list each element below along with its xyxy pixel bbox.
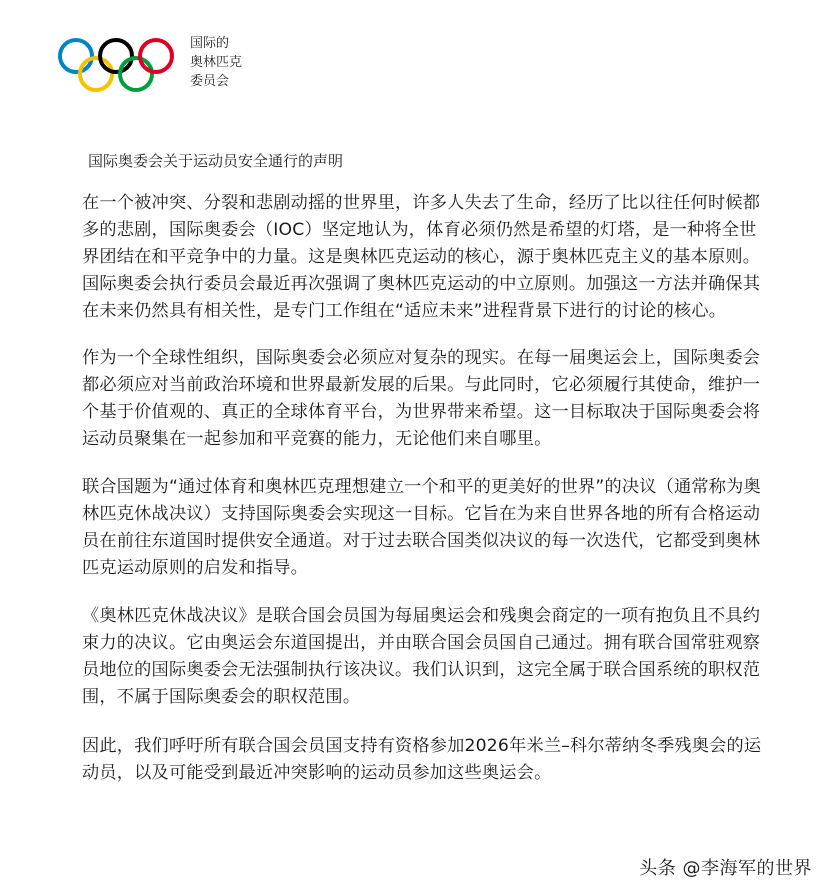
org-name-line-3: 委员会 (190, 74, 230, 89)
statement-body (82, 190, 772, 805)
black-ring (100, 40, 132, 72)
organization-name (190, 34, 242, 91)
paragraph-1: 在一个被冲突、分裂和悲剧动摇的世界里，许多人失去了生命，经历了比以往任何时候都多的悲剧，国际奥委会（IOC）坚定地认为，体育必须仍然是希望的灯塔，是一种将全世界团结在和平竞争中的力量。这是奥林匹克运动的核心，源于奥林匹克主义的基本原则。国际奥委会执行委员会最近再次强调了奥林匹克运动的中立原则。加强这一方法并确保其在未来仍然具有相关性，是专门工作组在“适应未来”进程背景下进行的讨论的核心。 (82, 193, 761, 321)
blue-ring (60, 40, 92, 72)
paragraph-2: 作为一个全球性组织，国际奥委会必须应对复杂的现实。在每一届奥运会上，国际奥委会都必须应对当前政治环境和世界最新发展的后果。与此同时，它必须履行其使命，维护一个基于价值观的、真正的全球体育平台，为世界带来希望。这一目标取决于国际奥委会将运动员聚集在一起参加和平竞赛的能力，无论他们来自哪里。 (82, 348, 761, 449)
statement-title: 国际奥委会关于运动员安全通行的声明 (88, 152, 344, 170)
paragraph-3: 联合国题为“通过体育和奥林匹克理想建立一个和平的更美好的世界”的决议（通常称为奥林匹克休战决议）支持国际奥委会实现这一目标。它旨在为来自世界各地的所有合格运动员在前往东道国时提供安全通道。对于过去联合国类似决议的每一次迭代，它都受到奥林匹克运动原则的启发和指导。 (82, 477, 761, 578)
org-name-line-1: 国际的 (190, 36, 230, 51)
red-ring (140, 40, 172, 72)
source-watermark: 头条 @李海军的世界 (639, 858, 812, 879)
paragraph-4: 《奥林匹克休战决议》是联合国会员国为每届奥运会和残奥会商定的一项有抱负且不具约束力的决议。它由奥运会东道国提出，并由联合国会员国自己通过。拥有联合国常驻观察员地位的国际奥委会无法强制执行该决议。我们认识到，这完全属于联合国系统的职权范围，不属于国际奥委会的职权范围。 (82, 606, 761, 707)
paragraph-5: 因此，我们呼吁所有联合国会员国支持有资格参加2026年米兰–科尔蒂纳冬季残奥会的运动员，以及可能受到最近冲突影响的运动员参加这些奥运会。 (82, 736, 762, 783)
yellow-ring (80, 58, 112, 90)
org-name-line-2: 奥林匹克 (190, 55, 243, 70)
green-ring (120, 58, 152, 90)
olympic-rings-logo (56, 34, 176, 96)
letterhead (56, 34, 242, 96)
